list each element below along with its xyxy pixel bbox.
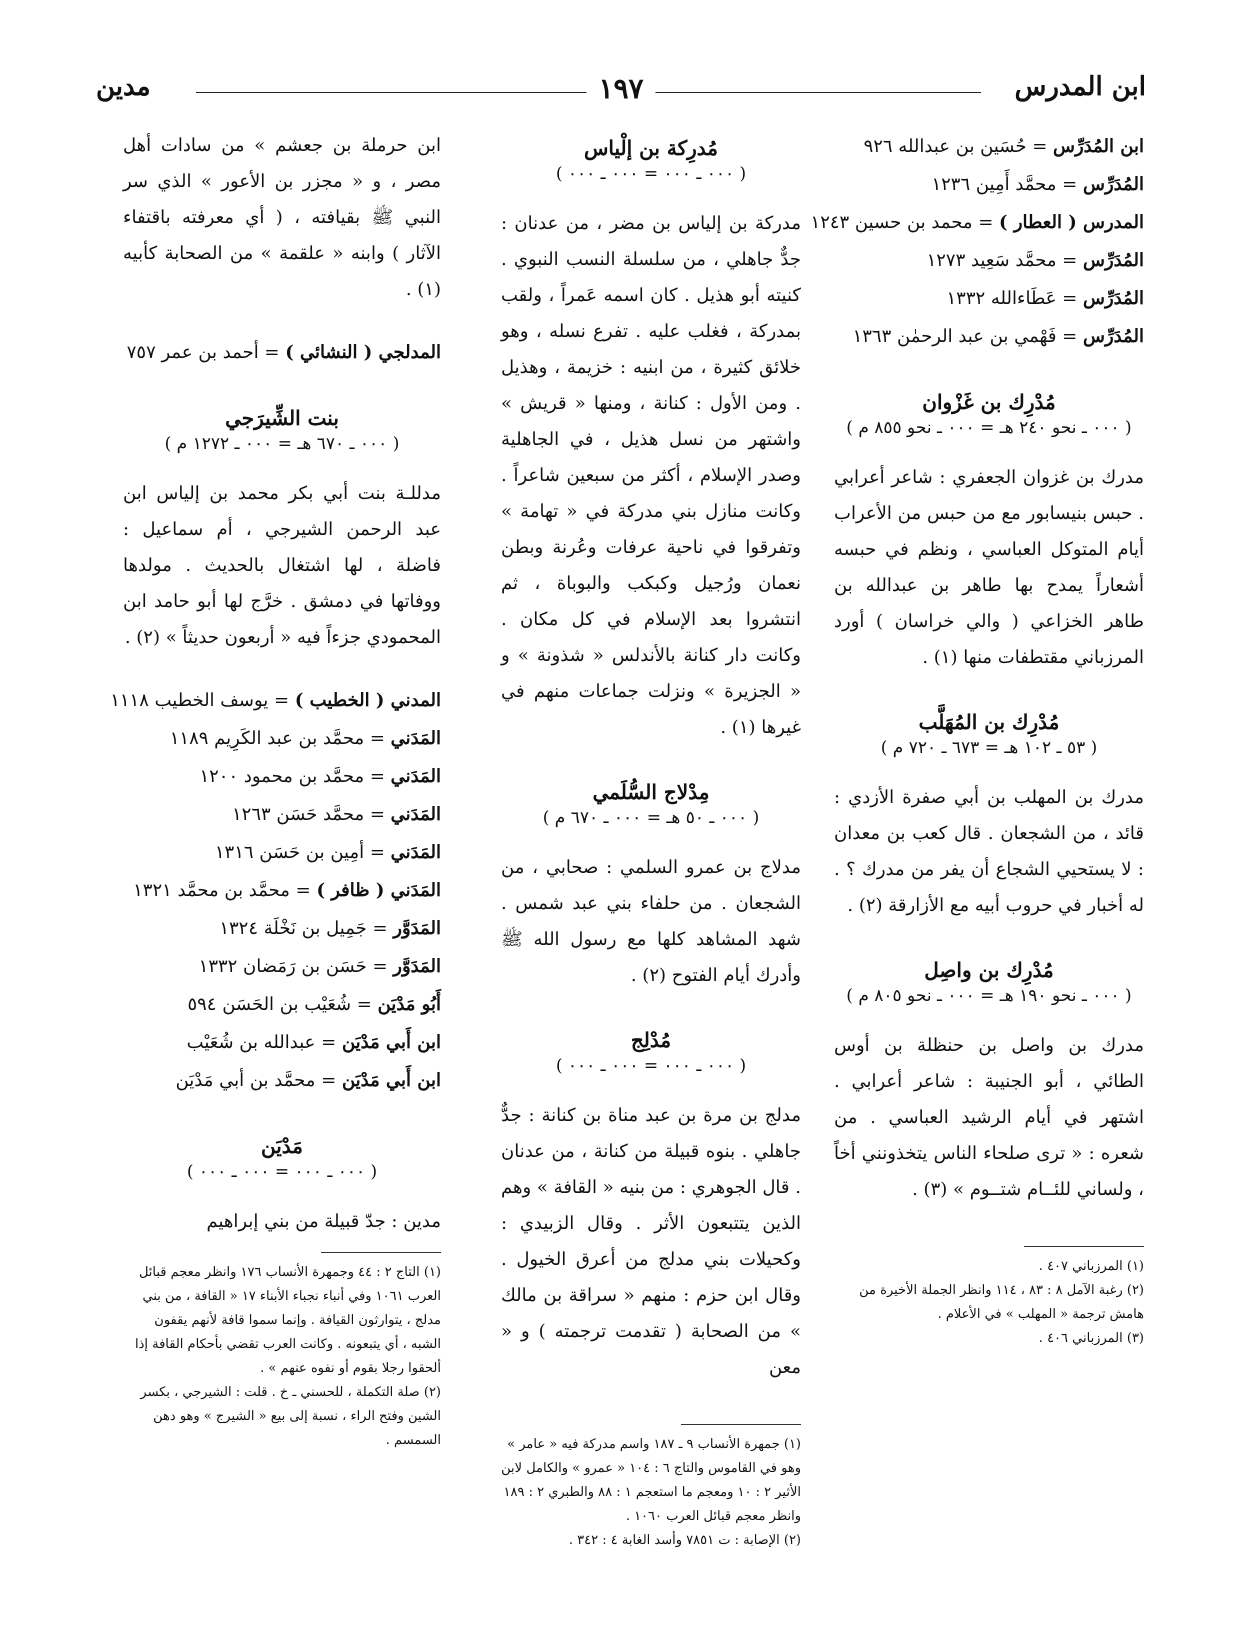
- xref-target: = جَمِيل بن نَخْلَة ١٣٢٤: [219, 918, 394, 939]
- cross-reference: [834, 166, 1144, 204]
- cross-reference: [123, 1062, 441, 1100]
- footnote: (٢) الإصابة : ت ٧٨٥١ وأسد الغابة ٤ : ٣٤٢ .: [568, 1533, 801, 1548]
- footnote-rule: [681, 1424, 801, 1425]
- xref-target: = عَطَاءالله ١٣٣٢: [946, 288, 1083, 309]
- xref-target: = فَهْمي بن عبد الرحمٰن ١٣٦٣: [852, 326, 1083, 347]
- entry-title: مَدْيَن: [260, 1134, 303, 1158]
- footnote: (١) جمهرة الأنساب ٩ ـ ١٨٧ واسم مدركة فيه « عامر » وهو في القاموس والتاج ٦ : ١٠٤ « عمرو » والكامل لابن الأثير ٢ : ١٠ ومعجم ما استعجم ١ : ٨٨ والطبري ٢ : ١٨٩ وانظر معجم قبائل العرب ١٠٦٠ .: [501, 1437, 801, 1524]
- entry-text: مدرك بن واصل بن حنظلة بن أوس الطائي ، أبو الجنيبة : شاعر أعرابي . اشتهر في أيام الرشيد العباسي . من شعره : « ترى صلحاء الناس يتخذونني أخاً ، ولساني للئــام شتــوم » (٣) .: [834, 1035, 1144, 1200]
- cross-reference: [123, 720, 441, 758]
- xref-head: المدني ( الخطيب ): [294, 690, 441, 711]
- entry-title: مِدْلاج السُّلَمي: [592, 780, 710, 804]
- header-right-word: ابن المدرس: [1014, 72, 1146, 102]
- xref-target: = محمَّد أَمِين ١٢٣٦: [931, 174, 1083, 195]
- spacer: [501, 1386, 801, 1412]
- entry-text: مدركة بن إلياس بن مضر ، من عدنان : جدٌّ جاهلي ، من سلسلة النسب النبوي . كنيته أبو هذيل . كان اسمه عَمراً ، ولقب بمدركة ، فغلب عليه . تفرع نسله ، وهو خلائق كثيرة ، من ابنيه : خزيمة ، وهذيل . ومن الأول : كنانة ، ومنها « قريش » واشتهر من نسل هذيل ، في الجاهلية وصدر الإسلام ، أكثر من سبعين شاعراً . وكانت منازل بني مدركة في « تهامة » وتفرقوا في ناحية عرفات وعُرنة وبطن نعمان ورُجيل وكبكب والبوباة ، ثم انتشروا بعد الإسلام في كل مكان . وكانت دار كنانة بالأندلس « شذونة » و « الجزيرة » ونزلت جماعات منهم في غيرها (١) .: [501, 213, 801, 738]
- cross-reference: [123, 910, 441, 948]
- cross-reference: [834, 242, 1144, 280]
- entry-dates: ( ٠٠٠ ـ ٠٠٠ = ٠٠٠ ـ ٠٠٠ ): [555, 164, 747, 184]
- xref-target: = عبدالله بن شُعَيْب: [186, 1032, 342, 1053]
- entry-dates: ( ٠٠٠ ـ نحو ٢٤٠ هـ = ٠٠٠ ـ نحو ٨٥٥ م ): [846, 418, 1132, 438]
- xref-target: = يوسف الخطيب ١١١٨: [110, 690, 295, 711]
- xref-target: = حُسَين بن عبدالله ٩٢٦: [863, 136, 1054, 157]
- xref-target: = محمَّد بن أبي مَدْيَن: [175, 1070, 342, 1091]
- cross-reference: [123, 758, 441, 796]
- entry-title: مُدرِكة بن إلْياس: [583, 136, 719, 160]
- xref-head: المَدَني: [390, 842, 441, 863]
- entry-dates: ( ٠٠٠ ـ نحو ١٩٠ هـ = ٠٠٠ ـ نحو ٨٠٥ م ): [846, 986, 1132, 1006]
- spacer: [123, 372, 441, 398]
- xref-head: ابن أَبي مَدْيَن: [341, 1032, 441, 1053]
- xref-head: ابن أَبي مَدْيَن: [341, 1070, 441, 1091]
- xref-head: المَدَني: [390, 804, 441, 825]
- xref-target: = أمِين بن حَسَن ١٣١٦: [214, 842, 391, 863]
- xref-head: المَدَوَّر: [393, 956, 441, 977]
- xref-target: = محمد بن حسين ١٢٤٣: [810, 212, 1000, 233]
- cross-reference: [123, 948, 441, 986]
- xref-target: = شُعَيْب بن الحَسَن ٥٩٤: [187, 994, 378, 1015]
- entry-title: مُدْلِج: [630, 1028, 672, 1052]
- xref-head: المَدَني: [390, 766, 441, 787]
- footnote: (١) المرزباني ٤٠٧ .: [1038, 1259, 1144, 1274]
- column-left: [110, 128, 441, 1453]
- xref-head: أَبُو مَدْيَن: [377, 994, 441, 1015]
- entry-title: مُدْرِك بن غَزْوان: [922, 390, 1056, 414]
- xref-head: المُدَرِّس: [1082, 250, 1144, 271]
- xref-head: المدلجي ( النشائي ): [285, 342, 441, 363]
- xref-head: المَدَوَّر: [393, 918, 441, 939]
- cross-reference: [810, 204, 1144, 242]
- xref-target: = محمَّد سَعِيد ١٢٧٣: [926, 250, 1083, 271]
- spacer: [501, 746, 801, 772]
- xref-target: = محمَّد بن محمود ١٢٠٠: [199, 766, 391, 787]
- xref-head: المُدَرِّس: [1082, 288, 1144, 309]
- xref-head: المَدَني: [390, 728, 441, 749]
- cross-reference: [834, 318, 1144, 356]
- footnote-rule: [321, 1252, 441, 1253]
- cross-reference: [834, 280, 1144, 318]
- entry-dates: ( ٥٣ ـ ١٠٢ هـ = ٦٧٣ ـ ٧٢٠ م ): [880, 738, 1098, 758]
- entry-dates: ( ٠٠٠ ـ ٠٠٠ = ٠٠٠ ـ ٠٠٠ ): [186, 1162, 378, 1182]
- page-number: ١٩٧: [586, 72, 655, 105]
- spacer: [834, 356, 1144, 382]
- cross-reference: [123, 334, 441, 372]
- column-right: [810, 128, 1144, 1351]
- entry-title: مُدْرِك بن المُهَلَّب: [918, 710, 1060, 734]
- xref-target: = محمَّد حَسَن ١٢٦٣: [231, 804, 391, 825]
- cross-reference: [834, 128, 1144, 166]
- spacer: [123, 308, 441, 334]
- cross-reference: [123, 1024, 441, 1062]
- footnote: (٣) المرزباني ٤٠٦ .: [1038, 1331, 1144, 1346]
- entry-text: مدلاج بن عمرو السلمي : صحابي ، من الشجعان . من حلفاء بني عبد شمس . شهد المشاهد كلها مع رسول الله ﷺ وأدرك أيام الفتوح (٢) .: [501, 857, 801, 986]
- entry-text: مدين : جدّ قبيلة من بني إبراهيم: [206, 1211, 441, 1232]
- entry-text: مدللـة بنت أبي بكر محمد بن إلياس ابن عبد الرحمن الشيرجي ، أم سماعيل : فاضلة ، لها اشتغال بالحديث . مولدها ووفاتها في دمشق . خرَّج لها أبو حامد ابن المحمودي جزءاً فيه « أربعون حديثاً » (٢) .: [123, 483, 441, 648]
- cross-reference: [110, 682, 441, 720]
- spacer: [834, 676, 1144, 702]
- cross-reference: [123, 986, 441, 1024]
- running-header: [96, 72, 1146, 116]
- spacer: [834, 924, 1144, 950]
- xref-target: = أحمد بن عمر ٧٥٧: [126, 342, 286, 363]
- entry-dates: ( ٠٠٠ ـ ٥٠ هـ = ٠٠٠ ـ ٦٧٠ م ): [542, 808, 760, 828]
- entry-text: مدرك بن غزوان الجعفري : شاعر أعرابي . حبس بنيسابور مع من حبس من الأعراب أيام المتوكل العباسي ، ونظم في حبسه أشعاراً يمدح بها طاهر بن عبدالله بن طاهر الخزاعي ( والي خراسان ) أورد المرزباني مقتطفات منها (١) .: [834, 467, 1144, 668]
- entry-continuation: ابن حرملة بن جعشم » من سادات أهل مصر ، و « مجزر بن الأعور » الذي سر النبي ﷺ بقيافته ، ( أي معرفته باقتفاء الآثار ) وابنه « علقمة » من الصحابة كأبيه (١) .: [123, 135, 441, 300]
- xref-head: المدرس ( العطار ): [999, 212, 1144, 233]
- footnote: (٢) صلة التكملة ، للحسني ـ خ . قلت : الشيرجي ، بكسر الشين وفتح الراء ، نسبة إلى بيع « الشيرج » وهو دهن السمسم .: [140, 1385, 441, 1448]
- spacer: [123, 1100, 441, 1126]
- xref-head: المُدَرِّس: [1082, 174, 1144, 195]
- xref-head: المَدَني ( ظافر ): [316, 880, 441, 901]
- spacer: [834, 1208, 1144, 1234]
- xref-target: = حَسَن بن رَمَضان ١٣٣٢: [198, 956, 394, 977]
- xref-head: ابن المُدَرِّس: [1053, 136, 1144, 157]
- header-left-word: مدين: [96, 72, 151, 102]
- column-middle: [501, 128, 801, 1553]
- cross-reference: [123, 796, 441, 834]
- entry-dates: ( ٠٠٠ ـ ٠٠٠ = ٠٠٠ ـ ٠٠٠ ): [555, 1056, 747, 1076]
- footnote: (٢) رغبة الآمل ٨ : ٨٣ ، ١١٤ وانظر الجملة الأخيرة من هامش ترجمة « المهلب » في الأعلام .: [859, 1283, 1144, 1322]
- spacer: [501, 994, 801, 1020]
- footnote: (١) التاج ٢ : ٤٤ وجمهرة الأنساب ١٧٦ وانظر معجم قبائل العرب ١٠٦١ وفي أنباء نجباء الأبناء ١٧ « القافة ، من بني مدلج ، يتوارثون القيافة . وإنما سموا قافة لأنهم يقفون الشبه ، أي يتبعونه . وكانت العرب تقضي بأحكام القافة إذا ألحقوا رجلا بقوم أو نفوه عنهم » .: [134, 1265, 441, 1376]
- entry-text: مدلج بن مرة بن عبد مناة بن كنانة : جدٌّ جاهلي . بنوه قبيلة من كنانة ، من عدنان . قال الجوهري : من بنيه « القافة » وهم الذين يتتبعون الأثر . وقال الزبيدي : وكحيلات بني مدلج من أعرق الخيول . وقال ابن حزم : منهم « سراقة بن مالك » من الصحابة ( تقدمت ترجمته ) و « معن: [501, 1105, 801, 1378]
- entry-dates: ( ٠٠٠ ـ ٦٧٠ هـ = ٠٠٠ ـ ١٢٧٢ م ): [164, 434, 400, 454]
- cross-reference: [123, 872, 441, 910]
- cross-reference: [123, 834, 441, 872]
- spacer: [123, 656, 441, 682]
- entry-text: مدرك بن المهلب بن أبي صفرة الأزدي : قائد ، من الشجعان . قال كعب بن معدان : لا يستحيي الشجاع أن يفر من مدرك ؟ . له أخبار في حروب أبيه مع الأزارقة (٢) .: [834, 787, 1144, 916]
- xref-head: المُدَرِّس: [1082, 326, 1144, 347]
- footnote-rule: [1024, 1246, 1144, 1247]
- entry-title: بنت الشِّيرَجي: [225, 406, 339, 430]
- xref-target: = محمَّد بن محمَّد ١٣٢١: [133, 880, 317, 901]
- entry-title: مُدْرِك بن واصِل: [924, 958, 1054, 982]
- xref-target: = محمَّد بن عبد الكَرِيم ١١٨٩: [169, 728, 391, 749]
